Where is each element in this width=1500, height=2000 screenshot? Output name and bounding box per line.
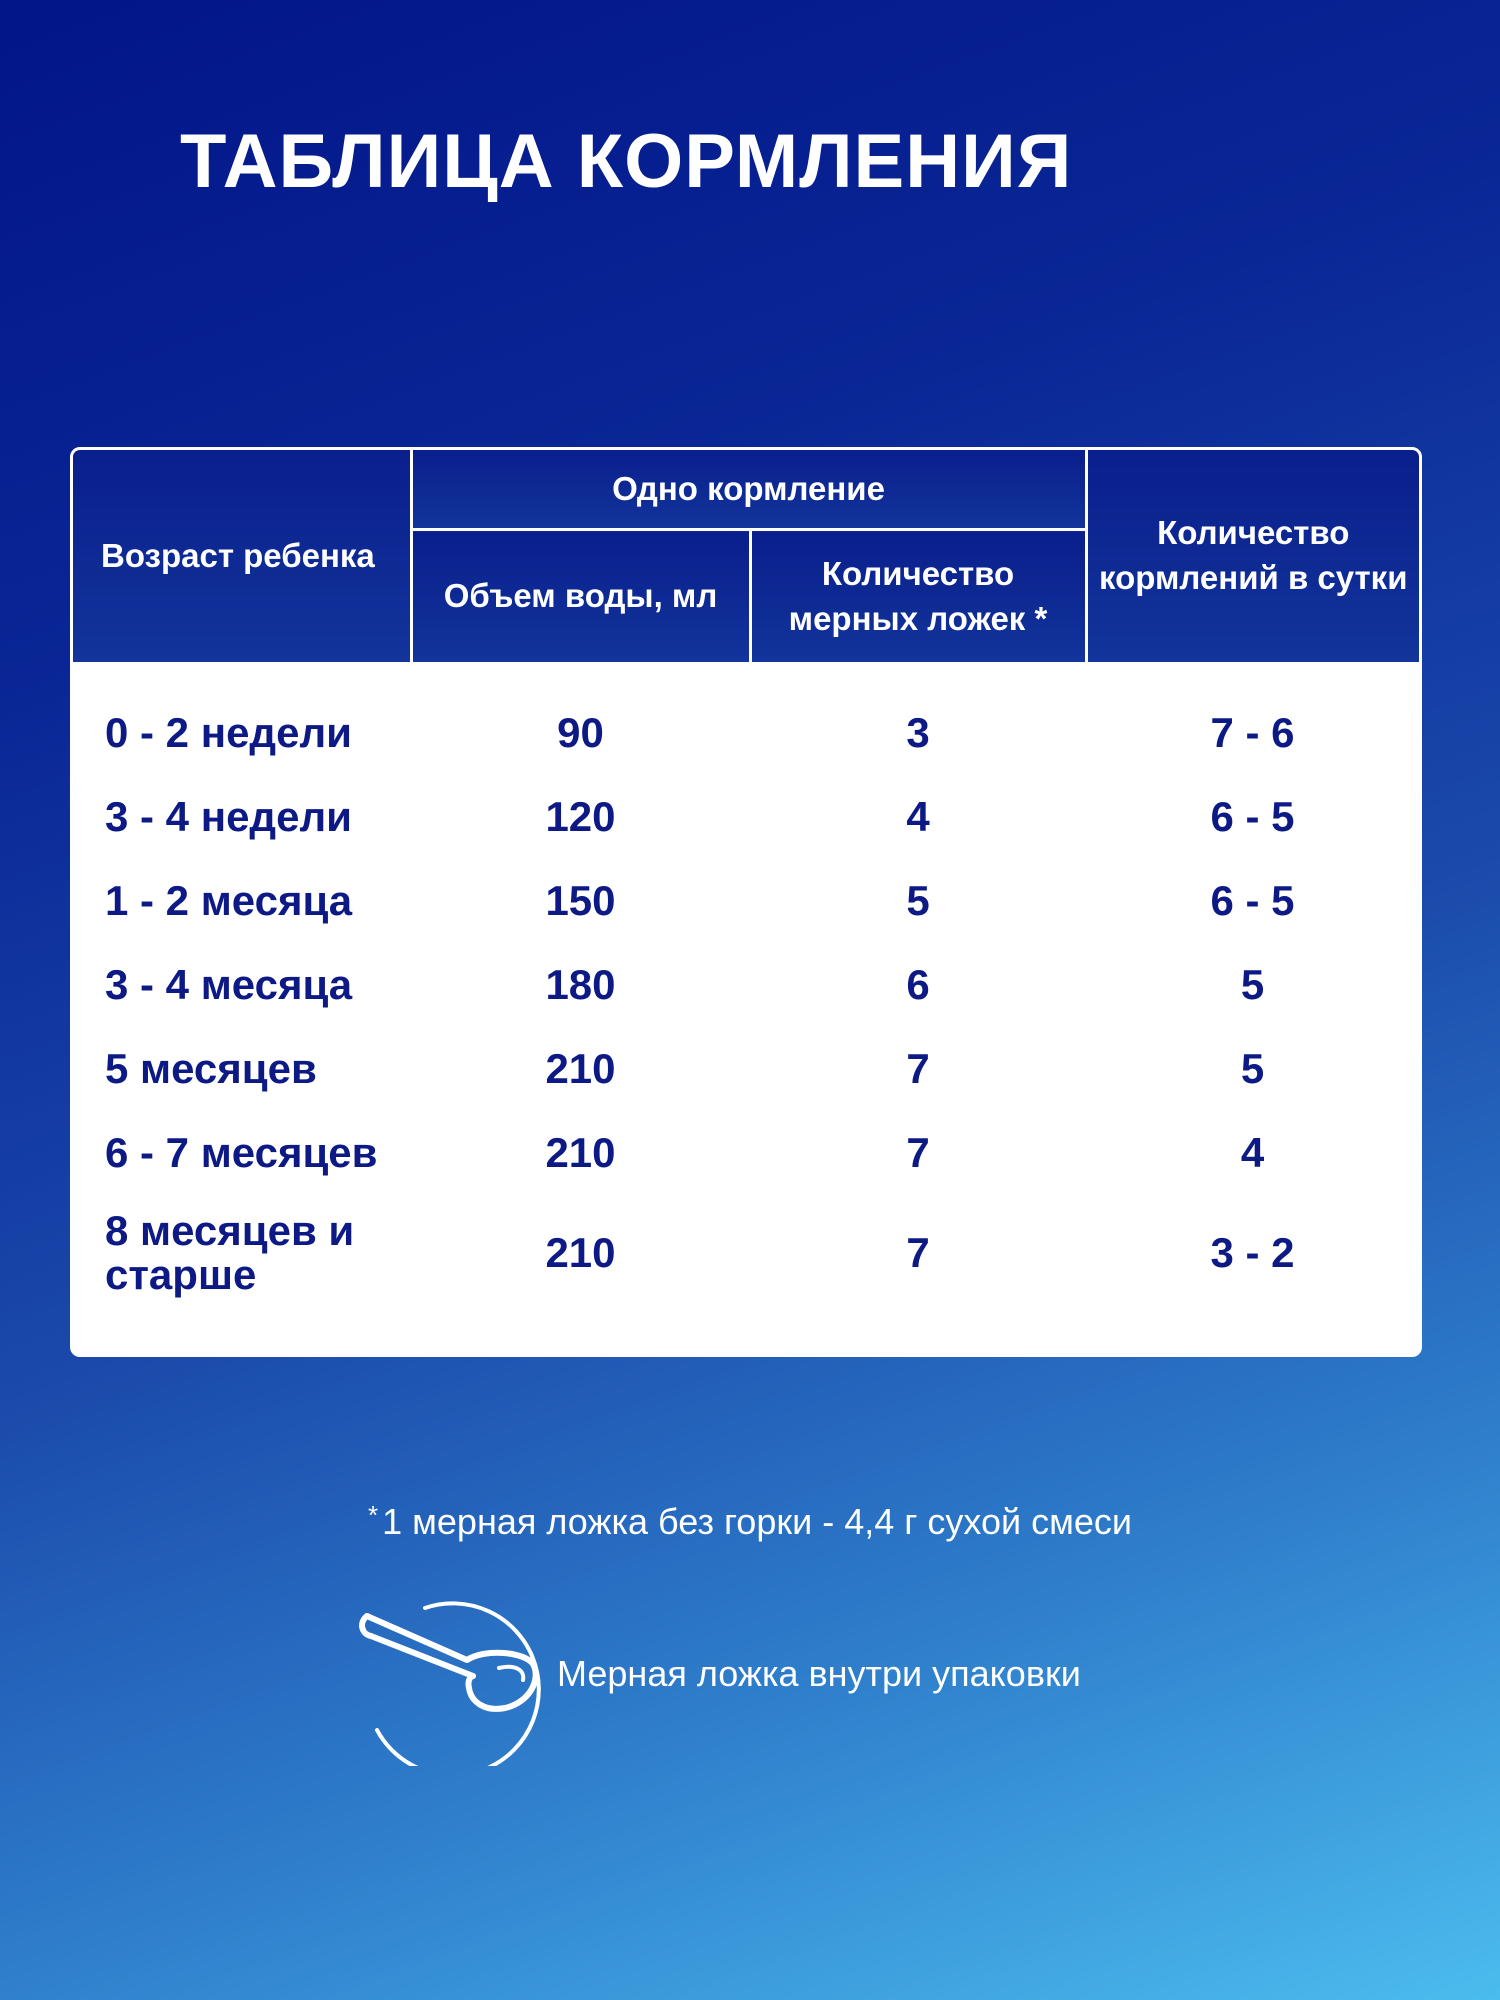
page-title: ТАБЛИЦА КОРМЛЕНИЯ <box>180 119 1073 204</box>
cell-spoons: 5 <box>906 876 930 924</box>
cell-per-day: 6 - 5 <box>1210 876 1295 924</box>
measuring-spoon-icon <box>355 1590 555 1766</box>
feeding-table-card <box>70 447 1422 1357</box>
cell-water: 210 <box>545 1044 616 1092</box>
table-row <box>73 1195 1419 1311</box>
feeding-table <box>73 450 1419 1311</box>
cell-water: 210 <box>545 1128 616 1176</box>
header-one-feeding: Одно кормление <box>411 450 1086 530</box>
cell-water: 90 <box>557 708 604 756</box>
cell-spoons: 4 <box>906 792 930 840</box>
table-row <box>73 1111 1419 1195</box>
cell-age: 3 - 4 недели <box>105 792 352 840</box>
cell-spoons: 6 <box>906 960 930 1008</box>
cell-spoons: 7 <box>906 1228 930 1276</box>
cell-spoons: 7 <box>906 1128 930 1176</box>
cell-age: 6 - 7 месяцев <box>105 1128 378 1176</box>
footnote-text: 1 мерная ложка без горки - 4,4 г сухой смеси <box>382 1501 1132 1542</box>
table-row <box>73 664 1419 776</box>
cell-age: 5 месяцев <box>105 1044 317 1092</box>
cell-per-day: 6 - 5 <box>1210 792 1295 840</box>
cell-water: 210 <box>545 1228 616 1276</box>
footnote <box>0 1500 1500 1543</box>
table-row <box>73 943 1419 1027</box>
table-row <box>73 859 1419 943</box>
spoon-label: Мерная ложка внутри упаковки <box>557 1653 1081 1694</box>
cell-per-day: 5 <box>1240 1044 1265 1092</box>
header-age: Возраст ребенка <box>73 450 411 664</box>
header-feedings-per-day: Количество кормлений в сутки <box>1086 450 1419 664</box>
cell-age: 3 - 4 месяца <box>105 960 353 1008</box>
cell-spoons: 3 <box>906 708 930 756</box>
cell-water: 180 <box>545 960 616 1008</box>
cell-water: 150 <box>545 876 616 924</box>
cell-spoons: 7 <box>906 1044 930 1092</box>
cell-age: 1 - 2 месяца <box>105 876 353 924</box>
cell-age: 8 месяцев и старше <box>105 1206 355 1298</box>
table-row <box>73 775 1419 859</box>
cell-water: 120 <box>545 792 616 840</box>
cell-per-day: 4 <box>1240 1128 1265 1176</box>
footnote-star: * <box>368 1500 379 1530</box>
table-row <box>73 1027 1419 1111</box>
header-water-volume: Объем воды, мл <box>411 530 750 664</box>
cell-per-day: 3 - 2 <box>1210 1228 1295 1276</box>
cell-per-day: 5 <box>1240 960 1265 1008</box>
cell-per-day: 7 - 6 <box>1210 708 1295 756</box>
cell-age: 0 - 2 недели <box>105 708 352 756</box>
header-spoons: Количество мерных ложек * <box>750 530 1086 664</box>
